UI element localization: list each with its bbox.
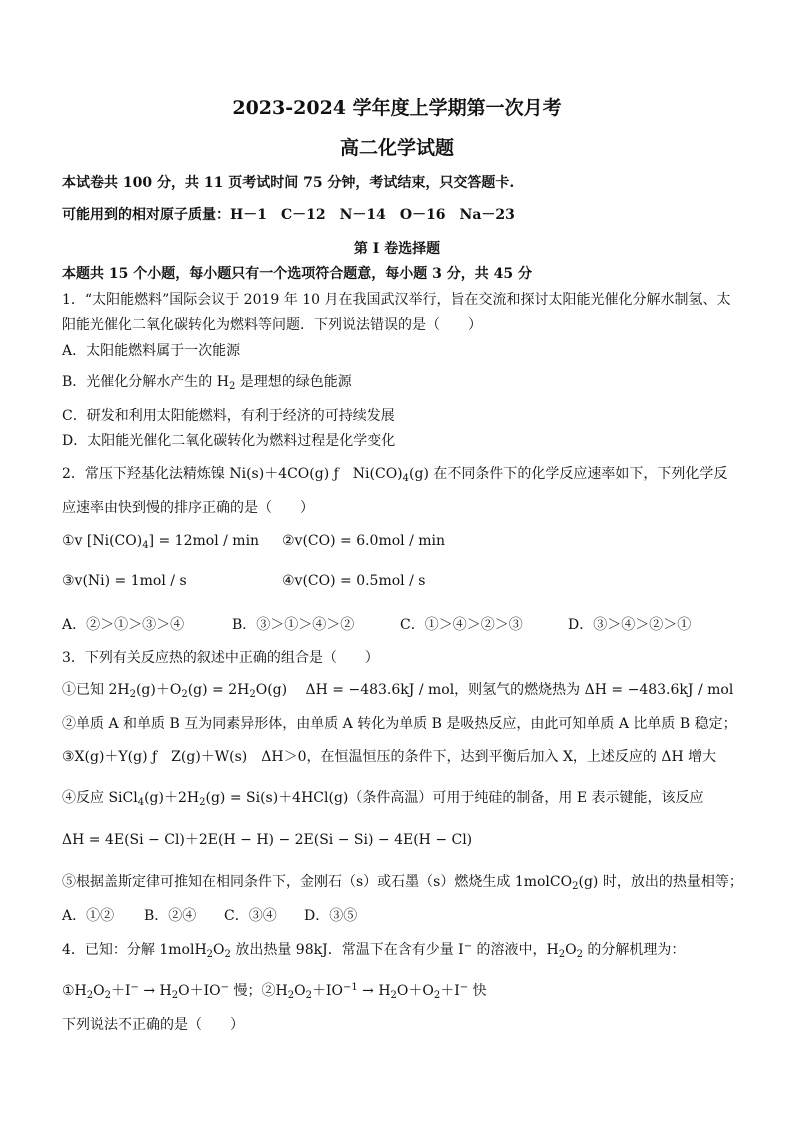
q3-option-a: A．①② <box>62 908 115 924</box>
q4-text: 放出热量 98kJ．常温下在含有少量 I <box>230 942 464 958</box>
q4-text: O <box>213 942 225 958</box>
q2-stem-sub: 4 <box>402 473 410 484</box>
q4-mech-text: O＋O <box>396 983 434 999</box>
q3-s4-text: (g) = Si(s)＋4HCl(g)（条件高温）可用于纯硅的制备，用 E 表示键能，该反应 <box>205 790 704 806</box>
q2-rate-2: ②v(CO) = 6.0mol / min <box>282 533 446 549</box>
q2-rate-1 <box>62 532 259 550</box>
section-title: 第 I 卷选择题 <box>353 241 441 257</box>
q3-s1-sub: 2 <box>249 689 256 700</box>
q4-text: 的分解机理为： <box>582 942 686 958</box>
q4-mech-text: O <box>294 983 306 999</box>
q1-option-d: D．太阳能光催化二氧化碳转化为燃料过程是化学变化 <box>62 433 396 449</box>
q4-mech-text: ＋I <box>111 983 131 999</box>
q4-mech-text: ＋IO <box>311 983 343 999</box>
q4-sub: 2 <box>224 949 231 960</box>
q4-mech-sup: − <box>459 982 469 993</box>
q3-s4-text: (g)＋2H <box>144 790 200 806</box>
q2-option-d: D．③＞④＞②＞① <box>568 617 692 633</box>
q3-statement-4-formula: ΔH = 4E(Si − Cl)＋2E(H − H) − 2E(Si − Si) − 4E(H − Cl) <box>62 832 473 848</box>
q3-statement-4 <box>62 789 704 807</box>
q4-mech-text: ＋I <box>440 983 460 999</box>
q4-mech-text: O <box>93 983 105 999</box>
q4-mech-sub: 2 <box>305 990 312 1001</box>
q2-stem-text: 2．常压下羟基化法精炼镍 Ni(s)＋4CO(g) ƒ Ni(CO) <box>62 466 403 482</box>
q3-option-c: C．③④ <box>224 908 277 924</box>
q3-option-b: B．②④ <box>144 908 197 924</box>
q3-statement-1 <box>62 681 733 699</box>
q2-rate-3: ③v(Ni) = 1mol / s <box>62 573 187 589</box>
q4-mech-sub: 2 <box>287 990 295 1001</box>
q3-s1-text: (g) = 2H <box>187 682 250 698</box>
q3-s1-text: O(g) ΔH = −483.6kJ / mol，则氢气的燃烧热为 ΔH = −483.6kJ / mol <box>255 682 734 698</box>
q4-mech-sub: 2 <box>86 990 94 1001</box>
q4-sub: 2 <box>206 949 214 960</box>
q4-last-line: 下列说法不正确的是（ ） <box>62 1017 244 1033</box>
q1-b-text-end: 是理想的绿色能源 <box>235 374 352 390</box>
q4-mech-text: ①H <box>62 983 87 999</box>
q3-statement-5 <box>62 873 743 891</box>
q4-text: 的溶液中，H <box>472 942 559 958</box>
q4-sub: 2 <box>558 949 566 960</box>
q4-sub: 2 <box>576 949 583 960</box>
q1-option-c: C．研发和利用太阳能燃料，有利于经济的可持续发展 <box>62 408 395 424</box>
q3-s4-text: ④反应 SiCl <box>62 790 138 806</box>
q2-option-a: A．②＞①＞③＞④ <box>62 617 185 633</box>
q4-mech-text: O＋IO <box>178 983 221 999</box>
q4-stem <box>62 941 685 959</box>
q4-mech-sup: −1 <box>342 982 358 993</box>
q4-mech-text: → H <box>138 983 172 999</box>
q1-option-a: A．太阳能燃料属于一次能源 <box>62 343 241 359</box>
q4-sup: − <box>463 941 473 952</box>
q4-mech-sup: − <box>220 982 230 993</box>
q1-b-text: B．光催化分解水产生的 H <box>62 374 229 390</box>
q3-statement-2: ②单质 A 和单质 B 互为同素异形体，由单质 A 转化为单质 B 是吸热反应，由此可知单质 A 比单质 B 稳定； <box>62 716 737 732</box>
q4-mech-sub: 2 <box>171 990 179 1001</box>
q2-rate-1-sub: 4 <box>142 540 149 551</box>
q2-option-c: C．①＞④＞②＞③ <box>400 617 523 633</box>
q4-mech-sub: 2 <box>433 990 441 1001</box>
section-instruction: 本题共 15 个小题，每小题只有一个选项符合题意，每小题 3 分，共 45 分 <box>62 266 532 282</box>
q4-text: O <box>565 942 577 958</box>
q2-rate-1-text: ①v [Ni(CO) <box>62 533 143 549</box>
q2-rate-1-text-end: ] = 12mol / min <box>148 533 260 549</box>
q3-s5-text: (g) 时，放出的热量相等； <box>578 874 743 890</box>
q1-option-b <box>62 373 352 391</box>
q2-stem-line2: 应速率由快到慢的排序正确的是（ ） <box>62 500 314 516</box>
q3-option-d: D．③⑤ <box>304 908 358 924</box>
atomic-mass-line: 可能用到的相对原子质量：H－1 C－12 N－14 O－16 Na－23 <box>62 207 515 223</box>
q1-b-sub: 2 <box>228 381 236 392</box>
q3-stem: 3．下列有关反应热的叙述中正确的组合是（ ） <box>62 650 379 666</box>
q4-mechanism <box>62 982 487 1000</box>
q3-s4-sub: 4 <box>137 797 145 808</box>
q4-mech-sub: 2 <box>104 990 111 1001</box>
q3-s5-sub: 2 <box>572 881 579 892</box>
q1-stem-line2: 阳能光催化二氧化碳转化为燃料等问题．下列说法错误的是（ ） <box>62 317 482 333</box>
q4-text: 4．已知：分解 1molH <box>62 942 207 958</box>
q2-stem-text-end: (g) 在不同条件下的化学反应速率如下，下列化学反 <box>409 466 728 482</box>
q4-mech-text: → H <box>357 983 391 999</box>
q3-s5-text: ⑤根据盖斯定律可推知在相同条件下，金刚石（s）或石墨（s）燃烧生成 1molCO <box>62 874 573 890</box>
q2-option-b: B．③＞①＞④＞② <box>232 617 355 633</box>
exam-subtitle: 高二化学试题 <box>339 137 454 159</box>
q4-mech-text: 慢；②H <box>229 983 288 999</box>
q3-s1-sub: 2 <box>129 689 136 700</box>
q4-mech-sup: − <box>130 982 139 993</box>
q2-rate-4: ④v(CO) = 0.5mol / s <box>282 573 426 589</box>
q3-s4-sub: 2 <box>199 797 206 808</box>
q4-mech-text: 快 <box>468 983 487 999</box>
q3-s1-text: (g)＋O <box>135 682 182 698</box>
q3-s1-text: ①已知 2H <box>62 682 130 698</box>
q2-stem-line1 <box>62 465 727 483</box>
q3-s1-sub: 2 <box>181 689 188 700</box>
exam-intro: 本试卷共 100 分，共 11 页考试时间 75 分钟，考试结束，只交答题卡. <box>62 175 515 191</box>
exam-title: 2023-2024 学年度上学期第一次月考 <box>232 97 562 119</box>
q4-mech-sub: 2 <box>390 990 397 1001</box>
q1-stem-line1: 1．“太阳能燃料”国际会议于 2019 年 10 月在我国武汉举行，旨在交流和探讨太阳能光催化分解水制氢、太 <box>62 292 731 308</box>
q3-statement-3: ③X(g)＋Y(g) ƒ Z(g)＋W(s) ΔH＞0，在恒温恒压的条件下，达到平衡后加入 X，上述反应的 ΔH 增大 <box>62 749 717 765</box>
